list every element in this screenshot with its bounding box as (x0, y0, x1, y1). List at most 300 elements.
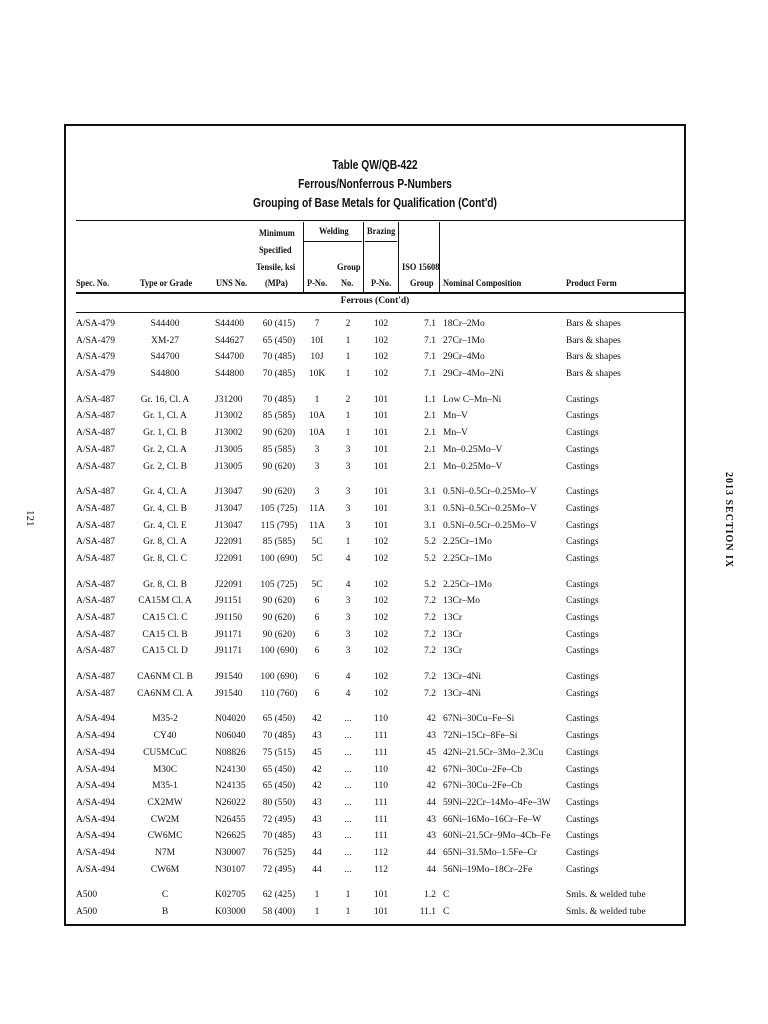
page-number: 121 (24, 510, 36, 527)
cell-type-or-grade: M30C (152, 764, 178, 775)
cell-welding-pno: 3 (314, 461, 320, 472)
cell-uns-no: N06040 (215, 731, 246, 742)
cell-iso-group: 2.1 (424, 444, 436, 455)
cell-group-no: 4 (345, 688, 351, 699)
cell-spec-no: A/SA-487 (76, 688, 116, 699)
cell-welding-pno: 43 (312, 731, 322, 742)
cell-iso-group: 44 (426, 864, 436, 875)
cell-welding-pno: 6 (314, 672, 320, 683)
table-row (66, 610, 684, 627)
cell-nominal-composition: Mn–V (443, 428, 468, 439)
cell-nominal-composition: 2.25Cr–1Mo (443, 537, 492, 548)
cell-spec-no: A500 (76, 890, 98, 901)
cell-welding-pno: 42 (312, 764, 322, 775)
cell-welding-pno: 6 (314, 613, 320, 623)
table-row (66, 711, 684, 728)
cell-welding-pno: 42 (312, 781, 322, 792)
col-header-type-or-grade: Type or Grade (140, 279, 193, 289)
cell-product-form: Castings (566, 781, 599, 792)
cell-product-form: Bars & shapes (566, 352, 621, 363)
table-row (66, 442, 684, 459)
cell-group-no: 2 (345, 319, 351, 329)
cell-uns-no: N26022 (215, 797, 246, 808)
cell-spec-no: A/SA-487 (76, 596, 116, 607)
cell-iso-group: 2.1 (424, 428, 436, 439)
cell-nominal-composition: 13Cr–4Ni (443, 688, 481, 699)
cell-tensile: 85 (585) (262, 444, 296, 455)
cell-brazing-pno: 102 (373, 537, 389, 548)
cell-uns-no: K03000 (215, 907, 246, 917)
cell-spec-no: A/SA-487 (76, 537, 116, 548)
cell-spec-no: A/SA-487 (76, 444, 116, 455)
cell-nominal-composition: 29Cr–4Mo (443, 352, 485, 363)
cell-product-form: Castings (566, 847, 599, 858)
cell-uns-no: J22091 (215, 553, 243, 564)
cell-welding-pno: 44 (312, 864, 322, 875)
cell-product-form: Castings (566, 731, 599, 742)
cell-iso-group: 44 (426, 847, 436, 858)
col-header-iso-1: ISO 15608 (402, 263, 440, 273)
table-row (66, 762, 684, 779)
cell-uns-no: N24130 (215, 764, 246, 775)
cell-nominal-composition: 67Ni–30Cu–Fe–Si (443, 714, 515, 725)
cell-brazing-pno: 110 (374, 714, 388, 725)
cell-product-form: Castings (566, 797, 599, 808)
cell-uns-no: J13005 (215, 444, 243, 455)
cell-uns-no: K02705 (215, 890, 246, 901)
table-row (66, 828, 684, 845)
cell-welding-pno: 11A (308, 503, 325, 514)
col-header-iso-2: Group (410, 279, 434, 289)
cell-product-form: Castings (566, 764, 599, 775)
cell-spec-no: A/SA-487 (76, 629, 116, 640)
cell-iso-group: 7.1 (424, 319, 436, 329)
cell-uns-no: J22091 (215, 537, 243, 548)
cell-uns-no: J13047 (215, 487, 243, 498)
cell-tensile: 70 (485) (262, 394, 296, 405)
cell-brazing-pno: 102 (373, 369, 389, 380)
cell-welding-pno: 10A (308, 411, 326, 422)
cell-nominal-composition: 56Ni–19Mo–18Cr–2Fe (443, 864, 533, 875)
cell-uns-no: S44800 (215, 369, 245, 380)
cell-product-form: Castings (566, 579, 599, 590)
cell-uns-no: J91540 (215, 688, 243, 699)
table-row (66, 778, 684, 795)
cell-iso-group: 1.1 (424, 394, 436, 405)
header-bottom-rule (76, 292, 684, 294)
cell-type-or-grade: Gr. 2, Cl. B (143, 461, 187, 472)
cell-product-form: Castings (566, 537, 599, 548)
table-row (66, 349, 684, 366)
cell-tensile: 100 (690) (260, 672, 298, 683)
cell-tensile: 85 (585) (262, 411, 296, 422)
cell-tensile: 72 (495) (262, 814, 296, 825)
cell-spec-no: A/SA-494 (76, 747, 116, 758)
cell-product-form: Castings (566, 553, 599, 564)
cell-group-no: 1 (345, 352, 351, 363)
cell-type-or-grade: Gr. 8, Cl. B (143, 579, 187, 590)
cell-uns-no: J91171 (215, 646, 243, 657)
cell-group-no: 4 (345, 553, 351, 564)
cell-nominal-composition: 59Ni–22Cr–14Mo–4Fe–3W (443, 797, 551, 808)
cell-welding-pno: 6 (314, 688, 320, 699)
cell-nominal-composition: 0.5Ni–0.5Cr–0.25Mo–V (443, 520, 537, 531)
cell-tensile: 65 (450) (262, 714, 296, 725)
cell-welding-pno: 43 (312, 797, 322, 808)
cell-uns-no: J91150 (215, 613, 243, 623)
cell-iso-group: 2.1 (424, 411, 436, 422)
cell-uns-no: J13047 (215, 503, 243, 514)
cell-welding-pno: 5C (311, 537, 323, 548)
cell-spec-no: A/SA-494 (76, 797, 116, 808)
cell-welding-pno: 6 (314, 629, 320, 640)
cell-group-no: 2 (345, 394, 351, 405)
table-row (66, 425, 684, 442)
cell-tensile: 65 (450) (262, 781, 296, 792)
cell-nominal-composition: 66Ni–16Mo–16Cr–Fe–W (443, 814, 542, 825)
cell-brazing-pno: 112 (374, 864, 388, 875)
cell-group-no: 3 (345, 629, 351, 640)
cell-iso-group: 7.2 (424, 646, 436, 657)
cell-spec-no: A/SA-487 (76, 613, 116, 623)
cell-welding-pno: 1 (314, 890, 320, 901)
cell-brazing-pno: 101 (373, 394, 389, 405)
cell-spec-no: A/SA-494 (76, 864, 116, 875)
cell-nominal-composition: 0.5Ni–0.5Cr–0.25Mo–V (443, 487, 537, 498)
cell-spec-no: A/SA-494 (76, 781, 116, 792)
table-row (66, 795, 684, 812)
cell-iso-group: 7.1 (424, 369, 436, 380)
cell-nominal-composition: 2.25Cr–1Mo (443, 579, 492, 590)
cell-tensile: 90 (620) (262, 461, 296, 472)
cell-uns-no: J22091 (215, 579, 243, 590)
cell-welding-pno: 10A (308, 428, 326, 439)
col-header-nominal-composition: Nominal Composition (443, 279, 522, 289)
header-divider (398, 222, 399, 292)
cell-nominal-composition: 13Cr–4Ni (443, 672, 481, 683)
cell-nominal-composition: 13Cr (443, 646, 462, 657)
cell-tensile: 80 (550) (262, 797, 296, 808)
cell-welding-pno: 10K (308, 369, 326, 380)
cell-spec-no: A/SA-487 (76, 503, 116, 514)
cell-uns-no: N26625 (215, 831, 246, 842)
cell-group-no: 1 (345, 369, 351, 380)
table-caption: Grouping of Base Metals for Qualification (Cont'd) (253, 196, 497, 210)
header-divider (303, 222, 304, 292)
col-header-tensile-1: Minimum (259, 229, 295, 239)
cell-product-form: Castings (566, 596, 599, 607)
cell-type-or-grade: S44400 (150, 319, 180, 329)
cell-nominal-composition: 13Cr–Mo (443, 596, 480, 607)
cell-type-or-grade: CX2MW (147, 797, 183, 808)
cell-type-or-grade: B (161, 907, 169, 917)
table-row (66, 484, 684, 501)
cell-iso-group: 7.1 (424, 335, 436, 346)
cell-spec-no: A/SA-487 (76, 579, 116, 590)
cell-tensile: 90 (620) (262, 428, 296, 439)
cell-iso-group: 43 (426, 731, 436, 742)
cell-group-no: 4 (345, 672, 351, 683)
cell-spec-no: A/SA-487 (76, 553, 116, 564)
cell-welding-pno: 45 (312, 747, 322, 758)
cell-uns-no: J13047 (215, 520, 243, 531)
cell-welding-pno: 43 (312, 831, 322, 842)
cell-brazing-pno: 101 (373, 503, 389, 514)
cell-uns-no: N26455 (215, 814, 246, 825)
cell-iso-group: 3.1 (424, 487, 436, 498)
cell-iso-group: 45 (426, 747, 436, 758)
cell-brazing-pno: 111 (374, 797, 388, 808)
cell-group-no: ... (344, 831, 352, 842)
cell-group-no: ... (344, 747, 352, 758)
cell-nominal-composition: Mn–0.25Mo–V (443, 444, 503, 455)
cell-nominal-composition: 0.5Ni–0.5Cr–0.25Mo–V (443, 503, 537, 514)
table-row (66, 316, 684, 333)
cell-tensile: 90 (620) (262, 487, 296, 498)
cell-tensile: 90 (620) (262, 613, 296, 623)
cell-group-no: 3 (345, 520, 351, 531)
cell-spec-no: A/SA-494 (76, 831, 116, 842)
cell-brazing-pno: 111 (374, 831, 388, 842)
cell-group-no: ... (344, 847, 352, 858)
cell-spec-no: A/SA-494 (76, 814, 116, 825)
cell-type-or-grade: CU5MCuC (143, 747, 187, 758)
cell-group-no: 3 (345, 444, 351, 455)
cell-tensile: 90 (620) (262, 596, 296, 607)
cell-spec-no: A/SA-494 (76, 731, 116, 742)
cell-iso-group: 42 (426, 781, 436, 792)
table-row (66, 845, 684, 862)
cell-uns-no: N30107 (215, 864, 246, 875)
cell-iso-group: 7.2 (424, 688, 436, 699)
cell-brazing-pno: 101 (373, 444, 389, 455)
cell-uns-no: N04020 (215, 714, 246, 725)
table-row (66, 518, 684, 535)
cell-tensile: 115 (795) (260, 520, 298, 531)
cell-group-no: ... (344, 714, 352, 725)
cell-group-no: 3 (345, 613, 351, 623)
cell-tensile: 65 (450) (262, 335, 296, 346)
cell-nominal-composition: 72Ni–15Cr–8Fe–Si (443, 731, 518, 742)
cell-brazing-pno: 101 (373, 428, 389, 439)
cell-type-or-grade: Gr. 8, Cl. C (143, 553, 187, 564)
table-row (66, 534, 684, 551)
col-header-product-form: Product Form (566, 279, 617, 289)
cell-type-or-grade: CW6M (150, 864, 180, 875)
cell-brazing-pno: 111 (374, 747, 388, 758)
cell-iso-group: 42 (426, 764, 436, 775)
table-row (66, 887, 684, 904)
cell-product-form: Castings (566, 487, 599, 498)
cell-brazing-pno: 102 (373, 553, 389, 564)
table-title: Table QW/QB-422 (332, 158, 418, 172)
cell-uns-no: J31200 (215, 394, 243, 405)
table-body (66, 316, 684, 921)
cell-iso-group: 11.1 (419, 907, 436, 917)
cell-type-or-grade: S44800 (150, 369, 180, 380)
cell-uns-no: S44700 (215, 352, 245, 363)
table-row (66, 812, 684, 829)
cell-product-form: Castings (566, 814, 599, 825)
cell-group-no: 1 (345, 428, 351, 439)
cell-brazing-pno: 102 (373, 335, 389, 346)
running-header: 2013 SECTION IX (723, 472, 734, 569)
cell-brazing-pno: 102 (373, 352, 389, 363)
section-subheading: Ferrous (Cont'd) (340, 296, 410, 306)
cell-group-no: ... (344, 731, 352, 742)
cell-uns-no: J13005 (215, 461, 243, 472)
cell-uns-no: J13002 (215, 411, 243, 422)
cell-nominal-composition: 42Ni–21.5Cr–3Mo–2.3Cu (443, 747, 544, 758)
cell-tensile: 105 (725) (260, 579, 298, 590)
table-frame (64, 124, 686, 926)
cell-brazing-pno: 102 (373, 613, 389, 623)
cell-group-no: ... (344, 781, 352, 792)
cell-nominal-composition: 29Cr–4Mo–2Ni (443, 369, 504, 380)
cell-type-or-grade: CW2M (150, 814, 180, 825)
cell-type-or-grade: CW6MC (147, 831, 183, 842)
table-row (66, 728, 684, 745)
cell-iso-group: 7.2 (424, 596, 436, 607)
cell-welding-pno: 43 (312, 814, 322, 825)
cell-tensile: 72 (495) (262, 864, 296, 875)
cell-product-form: Castings (566, 411, 599, 422)
cell-iso-group: 7.1 (424, 352, 436, 363)
cell-uns-no: J91540 (215, 672, 243, 683)
cell-group-no: 1 (345, 411, 351, 422)
cell-welding-pno: 5C (311, 553, 323, 564)
cell-welding-pno: 1 (314, 907, 320, 917)
cell-iso-group: 3.1 (424, 503, 436, 514)
table-row (66, 745, 684, 762)
cell-type-or-grade: CA15 Cl. C (142, 613, 188, 623)
cell-welding-pno: 44 (312, 847, 322, 858)
table-row (66, 593, 684, 610)
cell-brazing-pno: 102 (373, 629, 389, 640)
cell-type-or-grade: CA6NM Cl. B (137, 672, 193, 683)
cell-spec-no: A/SA-479 (76, 369, 116, 380)
cell-iso-group: 1.2 (424, 890, 436, 901)
cell-welding-pno: 1 (314, 394, 320, 405)
table-row (66, 577, 684, 594)
cell-product-form: Bars & shapes (566, 335, 621, 346)
cell-iso-group: 7.2 (424, 613, 436, 623)
cell-welding-pno: 10I (310, 335, 324, 346)
cell-brazing-pno: 101 (373, 890, 389, 901)
cell-spec-no: A/SA-487 (76, 487, 116, 498)
cell-welding-pno: 42 (312, 714, 322, 725)
cell-tensile: 70 (485) (262, 831, 296, 842)
cell-spec-no: A/SA-479 (76, 319, 116, 329)
cell-brazing-pno: 110 (374, 781, 388, 792)
cell-welding-pno: 10J (310, 352, 324, 363)
cell-type-or-grade: Gr. 1, Cl. A (143, 411, 187, 422)
cell-nominal-composition: 60Ni–21.5Cr–9Mo–4Cb–Fe (443, 831, 551, 842)
cell-tensile: 70 (485) (262, 369, 296, 380)
col-header-uns-no: UNS No. (216, 279, 248, 289)
cell-type-or-grade: XM-27 (151, 335, 179, 346)
cell-product-form: Castings (566, 629, 599, 640)
welding-group-rule (304, 241, 362, 242)
cell-welding-pno: 11A (308, 520, 325, 531)
cell-spec-no: A/SA-487 (76, 672, 116, 683)
cell-nominal-composition: 18Cr–2Mo (443, 319, 485, 329)
col-header-spec-no: Spec. No. (76, 279, 110, 289)
col-header-tensile-4: (MPa) (265, 279, 288, 289)
cell-tensile: 76 (525) (262, 847, 296, 858)
cell-brazing-pno: 111 (374, 731, 388, 742)
cell-nominal-composition: Mn–0.25Mo–V (443, 461, 503, 472)
cell-brazing-pno: 102 (373, 646, 389, 657)
cell-tensile: 58 (400) (262, 907, 296, 917)
cell-tensile: 100 (690) (260, 553, 298, 564)
table-row (66, 862, 684, 879)
cell-group-no: 3 (345, 596, 351, 607)
cell-uns-no: S44627 (215, 335, 245, 346)
cell-type-or-grade: M35-1 (152, 781, 178, 792)
cell-product-form: Castings (566, 394, 599, 405)
cell-group-no: 3 (345, 487, 351, 498)
cell-nominal-composition: Mn–V (443, 411, 468, 422)
cell-iso-group: 43 (426, 831, 436, 842)
table-subtitle: Ferrous/Nonferrous P-Numbers (298, 177, 452, 191)
cell-spec-no: A/SA-487 (76, 394, 116, 405)
table-row (66, 392, 684, 409)
cell-product-form: Smls. & welded tube (566, 890, 646, 901)
cell-nominal-composition: 13Cr (443, 629, 462, 640)
cell-group-no: 1 (345, 537, 351, 548)
welding-group-header: Welding (319, 227, 349, 237)
cell-welding-pno: 7 (314, 319, 320, 329)
cell-product-form: Castings (566, 461, 599, 472)
cell-type-or-grade: C (161, 890, 169, 901)
cell-nominal-composition: C (443, 907, 450, 917)
cell-group-no: 1 (345, 890, 351, 901)
cell-nominal-composition: 67Ni–30Cu–2Fe–Cb (443, 764, 523, 775)
cell-iso-group: 2.1 (424, 461, 436, 472)
cell-type-or-grade: Gr. 2, Cl. A (143, 444, 187, 455)
col-header-brazing-pno: P-No. (371, 279, 392, 289)
cell-uns-no: N08826 (215, 747, 246, 758)
cell-iso-group: 7.2 (424, 629, 436, 640)
brazing-group-header: Brazing (367, 227, 396, 237)
cell-iso-group: 43 (426, 814, 436, 825)
cell-type-or-grade: M35-2 (152, 714, 178, 725)
cell-nominal-composition: 13Cr (443, 613, 462, 623)
subheading-rule (76, 312, 684, 313)
table-row (66, 669, 684, 686)
cell-group-no: 1 (345, 335, 351, 346)
cell-group-no: ... (344, 864, 352, 875)
table-row (66, 408, 684, 425)
cell-spec-no: A/SA-479 (76, 352, 116, 363)
header-divider (363, 222, 364, 292)
cell-tensile: 70 (485) (262, 731, 296, 742)
brazing-group-rule (365, 241, 397, 242)
cell-tensile: 62 (425) (262, 890, 296, 901)
cell-spec-no: A/SA-494 (76, 714, 116, 725)
col-header-welding-pno: P-No. (307, 279, 328, 289)
cell-iso-group: 5.2 (424, 553, 436, 564)
cell-product-form: Castings (566, 688, 599, 699)
cell-iso-group: 3.1 (424, 520, 436, 531)
cell-welding-pno: 3 (314, 487, 320, 498)
cell-product-form: Castings (566, 646, 599, 657)
cell-type-or-grade: Gr. 4, Cl. B (143, 503, 187, 514)
cell-nominal-composition: 67Ni–30Cu–2Fe–Cb (443, 781, 523, 792)
table-row (66, 643, 684, 660)
cell-type-or-grade: Gr. 4, Cl. A (143, 487, 187, 498)
